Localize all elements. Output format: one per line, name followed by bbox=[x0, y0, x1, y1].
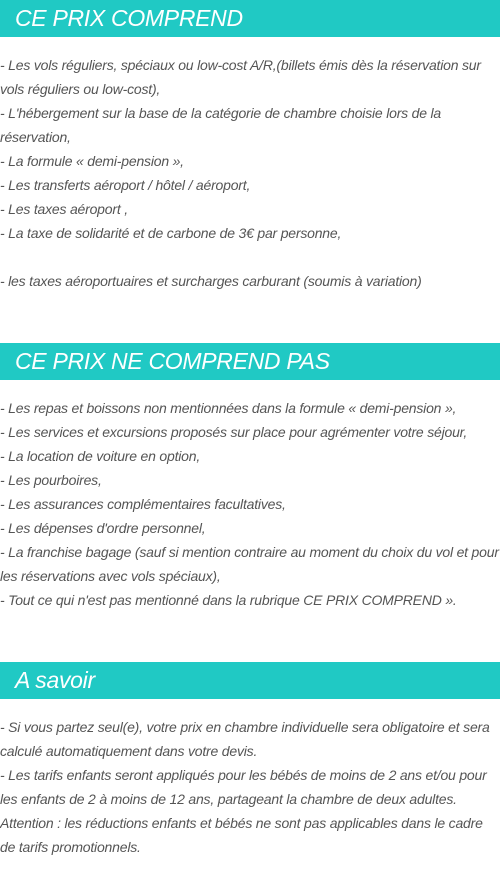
excluded-item-3: - La location de voiture en option, bbox=[0, 448, 201, 464]
included-item-2: - L'hébergement sur la base de la catégorie de chambre choisie lors de la réservation, bbox=[0, 105, 442, 145]
info-item-3: Attention : les réductions enfants et bébés ne sont pas applicables dans le cadre de tarifs promotionnels. bbox=[0, 815, 483, 855]
included-item-1: - Les vols réguliers, spéciaux ou low-cost A/R,(billets émis dès la réservation sur vols réguliers ou low-cost), bbox=[0, 57, 481, 97]
included-item-6: - La taxe de solidarité et de carbone de 3€ par personne, bbox=[0, 225, 342, 241]
excluded-item-2: - Les services et excursions proposés sur place pour agrémenter votre séjour, bbox=[0, 424, 468, 440]
included-item-4: - Les transferts aéroport / hôtel / aéroport, bbox=[0, 177, 251, 193]
section-body-info bbox=[0, 715, 500, 859]
excluded-item-8: - Tout ce qui n'est pas mentionné dans la rubrique CE PRIX COMPREND ». bbox=[0, 592, 457, 608]
info-item-2: - Les tarifs enfants seront appliqués pour les bébés de moins de 2 ans et/ou pour les enfants de 2 à moins de 12 ans, partageant la chambre de deux adultes. bbox=[0, 767, 487, 807]
section-header-included: CE PRIX COMPREND bbox=[0, 0, 500, 37]
excluded-item-6: - Les dépenses d'ordre personnel, bbox=[0, 520, 206, 536]
excluded-item-7: - La franchise bagage (sauf si mention contraire au moment du choix du vol et pour les réservations avec vols spéciaux), bbox=[0, 544, 499, 584]
section-body-included bbox=[0, 53, 500, 293]
included-extra: - les taxes aéroportuaires et surcharges carburant (soumis à variation) bbox=[0, 273, 422, 289]
section-header-info: A savoir bbox=[0, 662, 500, 699]
included-item-3: - La formule « demi-pension », bbox=[0, 153, 184, 169]
spacer bbox=[0, 245, 500, 269]
excluded-item-4: - Les pourboires, bbox=[0, 472, 102, 488]
excluded-item-1: - Les repas et boissons non mentionnées dans la formule « demi-pension », bbox=[0, 400, 457, 416]
included-item-5: - Les taxes aéroport , bbox=[0, 201, 128, 217]
section-body-excluded bbox=[0, 396, 500, 612]
section-header-excluded: CE PRIX NE COMPREND PAS bbox=[0, 343, 500, 380]
info-item-1: - Si vous partez seul(e), votre prix en chambre individuelle sera obligatoire et sera calculé automatiquement dans votre devis. bbox=[0, 719, 490, 759]
excluded-item-5: - Les assurances complémentaires facultatives, bbox=[0, 496, 286, 512]
